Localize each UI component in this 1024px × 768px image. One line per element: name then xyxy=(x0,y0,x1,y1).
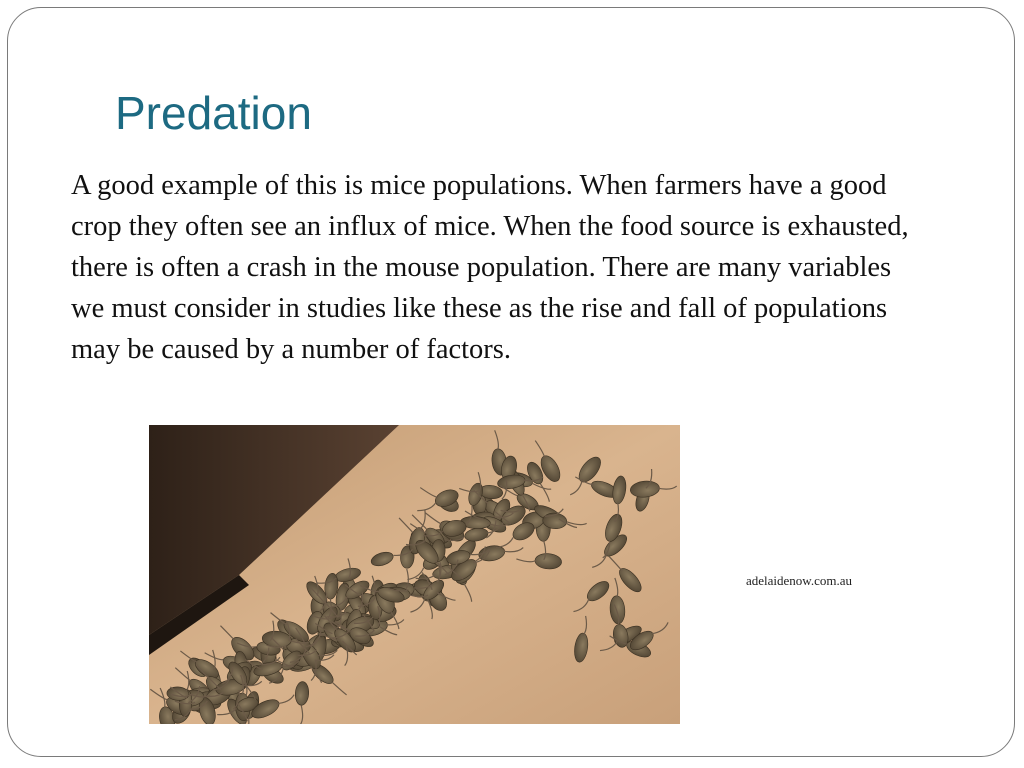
slide-body-text: A good example of this is mice populations. When farmers have a good crop they often see an influx of mice. When the food source is exhausted, there is often a crash in the mouse population. There are many variables we must consider in studies like these as the rise and fall of populations may be caused by a number of factors. xyxy=(71,170,909,365)
image-credit: adelaidenow.com.au xyxy=(746,573,852,588)
mice-photo-drawing xyxy=(149,425,680,724)
mice-photo xyxy=(149,425,680,724)
slide-title: Predation xyxy=(115,87,312,139)
